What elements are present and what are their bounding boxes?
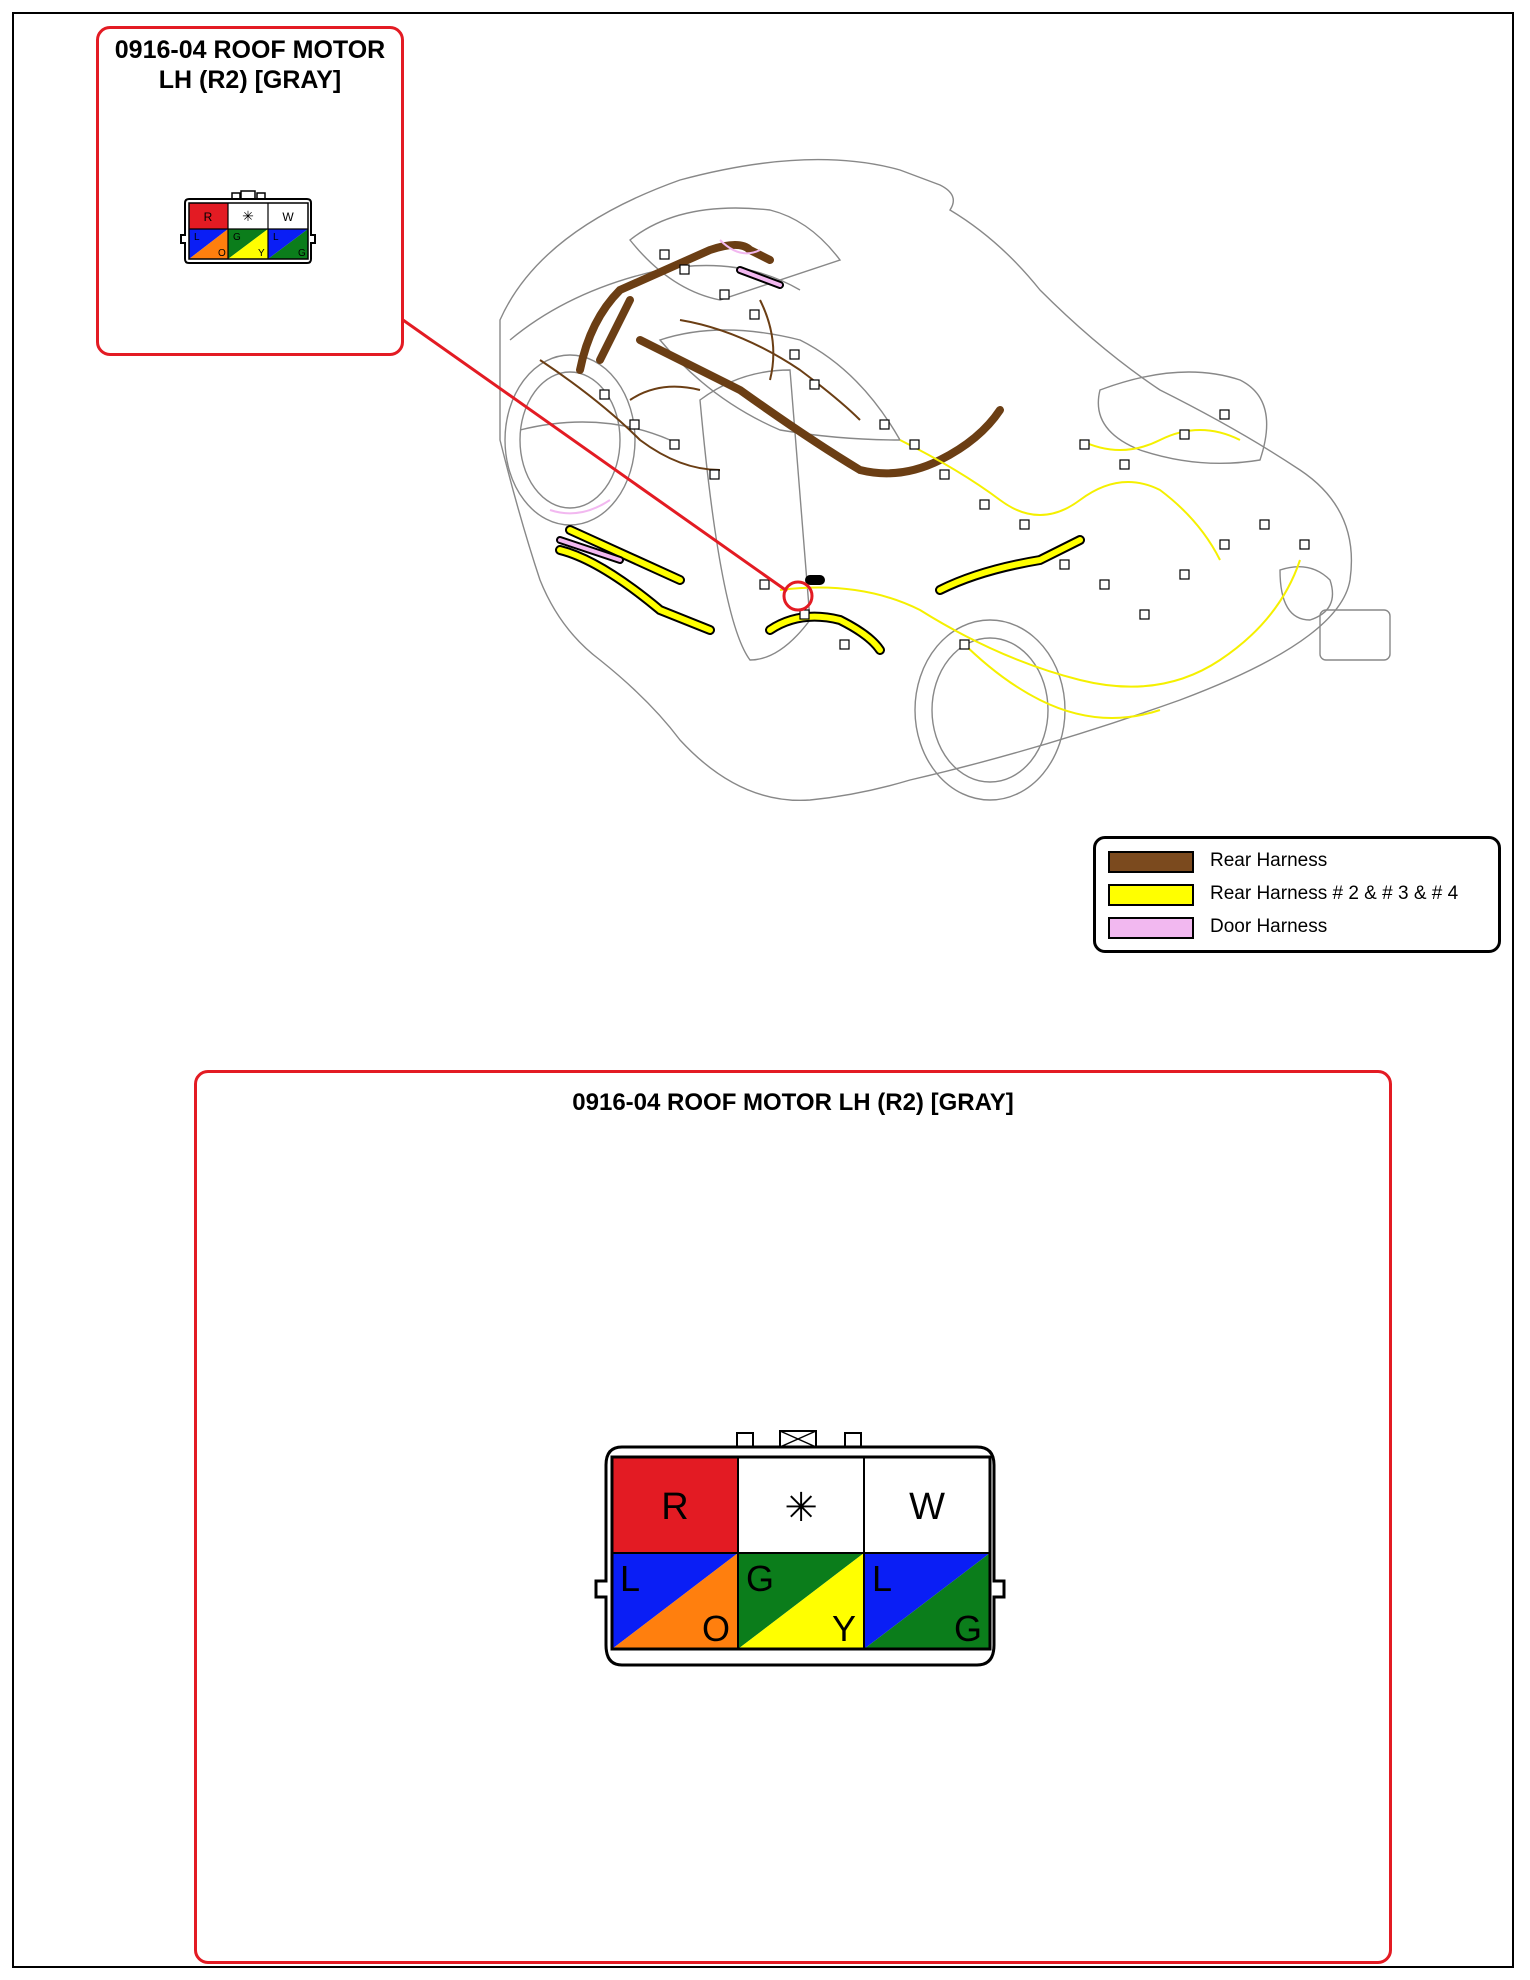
connector-callout-title [99,35,401,95]
small-pin-label-w: W [282,210,294,224]
connector-title-line2: LH (R2) [GRAY] [158,66,342,94]
legend-label-rear-harness: Rear Harness [1210,850,1328,871]
pin-label-l2: L [872,1558,893,1599]
legend-label-rear-harness-2-3-4: Rear Harness # 2 & # 3 & # 4 [1210,883,1459,904]
pin-label-star: ✳ [784,1485,818,1531]
pin-label-r: R [661,1486,689,1528]
pin-label-y: Y [832,1608,857,1649]
door-harness [560,270,780,560]
harness-legend [1093,836,1501,953]
connector-detail-panel [194,1070,1392,1964]
legend-swatch-door-harness [1108,917,1194,939]
small-pin-label-o: O [218,248,226,259]
legend-label-door-harness: Door Harness [1210,916,1328,937]
connector-title-line1: 0916-04 ROOF MOTOR [114,36,386,64]
pin-label-g2: G [954,1608,983,1649]
small-pin-label-l2: L [273,232,279,243]
connector-callout-panel [96,26,404,356]
vehicle-harness-illustration [480,140,1510,820]
small-pin-label-y: Y [258,248,265,259]
rear-harness-2-3-4 [560,530,1080,650]
pin-label-l1: L [620,1558,641,1599]
pin-label-g: G [746,1558,775,1599]
legend-swatch-rear-harness [1108,851,1194,873]
connector-diagram-small [179,189,319,279]
legend-swatch-rear-harness-2-3-4 [1108,884,1194,906]
connector-diagram-large [592,1425,1012,1675]
pin-label-w: W [909,1486,945,1528]
pin-label-o: O [702,1608,731,1649]
connector-detail-title: 0916-04 ROOF MOTOR LH (R2) [GRAY] [572,1089,1014,1116]
small-pin-label-star: ✳ [242,208,254,224]
small-pin-label-g: G [233,232,241,243]
small-pin-label-l1: L [194,232,200,243]
small-pin-label-r: R [203,210,213,224]
small-pin-label-g2: G [298,248,306,259]
